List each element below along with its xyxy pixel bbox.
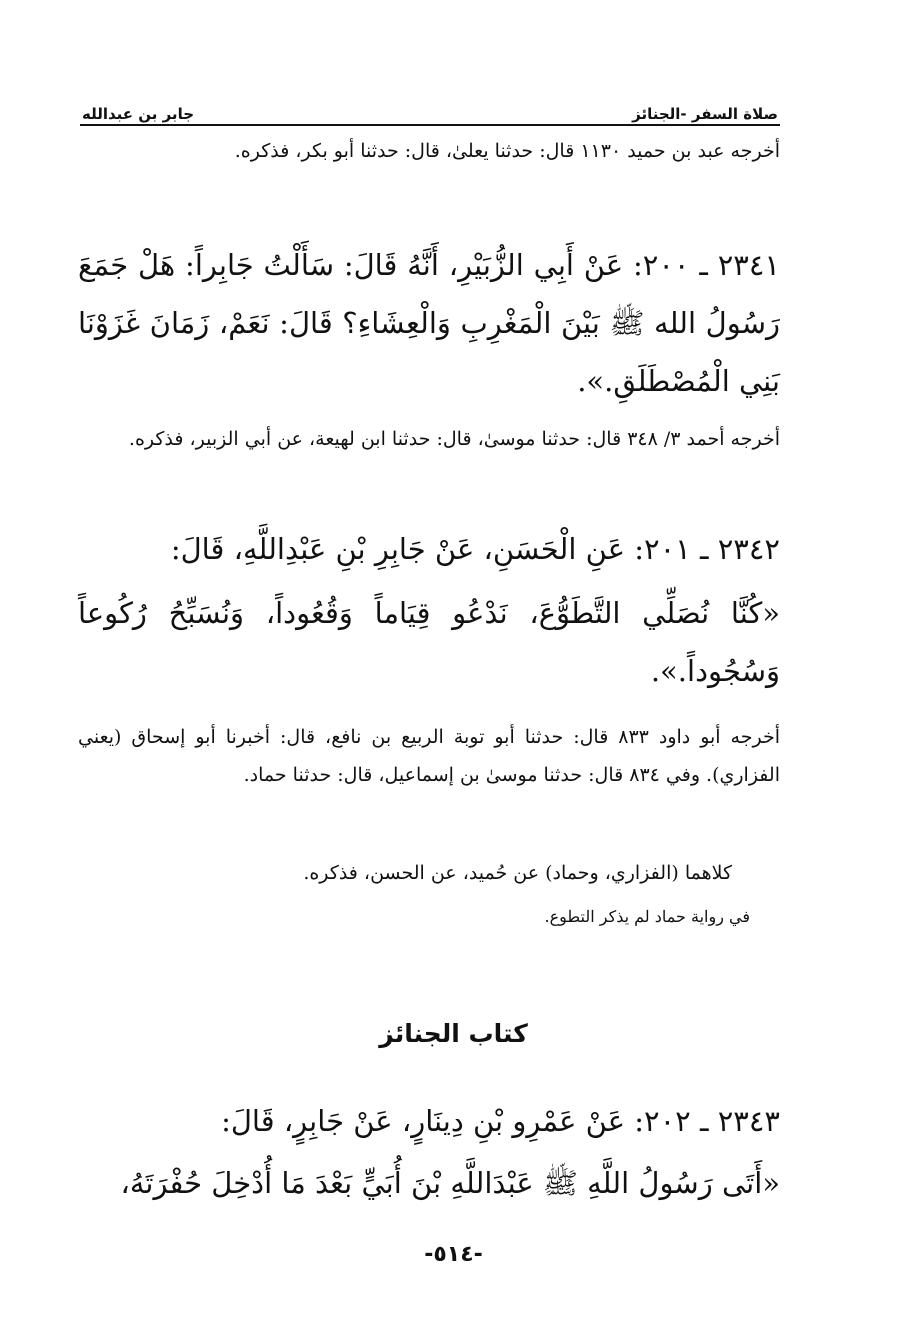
- header-chapter-title: صلاة السفر -الجنائز: [632, 105, 778, 123]
- running-header: [80, 100, 780, 126]
- takhrij-note-5: في رواية حماد لم يذكر التطوع.: [544, 907, 750, 926]
- section-title: كتاب الجنائز: [379, 1019, 528, 1048]
- takhrij-note-1: أخرجه عبد بن حميد ١١٣٠ قال: حدثنا يعلىٰ، قال: حدثنا أبو بكر، فذكره.: [234, 140, 780, 162]
- takhrij-note-4: كلاهما (الفزاري، وحماد) عن حُميد، عن الحسن، فذكره.: [303, 862, 732, 884]
- page-number: -٥١٤-: [424, 1242, 483, 1267]
- hadith-2341: ٢٣٤١ ـ ٢٠٠: عَنْ أَبِي الزُّبَيْرِ، أَنَّهُ قَالَ: سَأَلْتُ جَابِراً: هَلْ جَمَعَ رَسُولُ الله ﷺ بَيْنَ الْمَغْرِبِ وَالْعِشَاءِ؟ قَالَ: نَعَمْ، زَمَانَ غَزَوْنَا بَنِي الْمُصْطَلَقِ.».: [78, 248, 780, 398]
- hadith-2342-matn: «كُنَّا نُصَلِّي التَّطَوُّعَ، نَدْعُو قِيَاماً وَقُعُوداً، وَنُسَبِّحُ رُكُوعاً وَسُجُوداً.».: [78, 596, 780, 688]
- hadith-2343-isnad: ٢٣٤٣ ـ ٢٠٢: عَنْ عَمْرِو بْنِ دِينَارٍ، عَنْ جَابِرٍ، قَالَ:: [221, 1104, 780, 1138]
- hadith-2343-matn: «أَتَى رَسُولُ اللَّهِ ﷺ عَبْدَاللَّهِ بْنَ أُبَيٍّ بَعْدَ مَا أُدْخِلَ حُفْرَتَهُ،: [120, 1166, 780, 1200]
- hadith-2342-isnad: ٢٣٤٢ ـ ٢٠١: عَنِ الْحَسَنِ، عَنْ جَابِرِ بْنِ عَبْدِاللَّهِ، قَالَ:: [170, 532, 780, 566]
- takhrij-note-2: أخرجه أحمد ٣/ ٣٤٨ قال: حدثنا موسىٰ، قال: حدثنا ابن لهيعة، عن أبي الزبير، فذكره.: [128, 428, 780, 450]
- takhrij-note-3: أخرجه أبو داود ٨٣٣ قال: حدثنا أبو توبة الربيع بن نافع، قال: أخبرنا أبو إسحاق (يعني الفزاري). وفي ٨٣٤ قال: حدثنا موسىٰ بن إسماعيل، قال: حدثنا حماد.: [78, 726, 780, 786]
- header-narrator-name: جابر بن عبدالله: [82, 105, 195, 123]
